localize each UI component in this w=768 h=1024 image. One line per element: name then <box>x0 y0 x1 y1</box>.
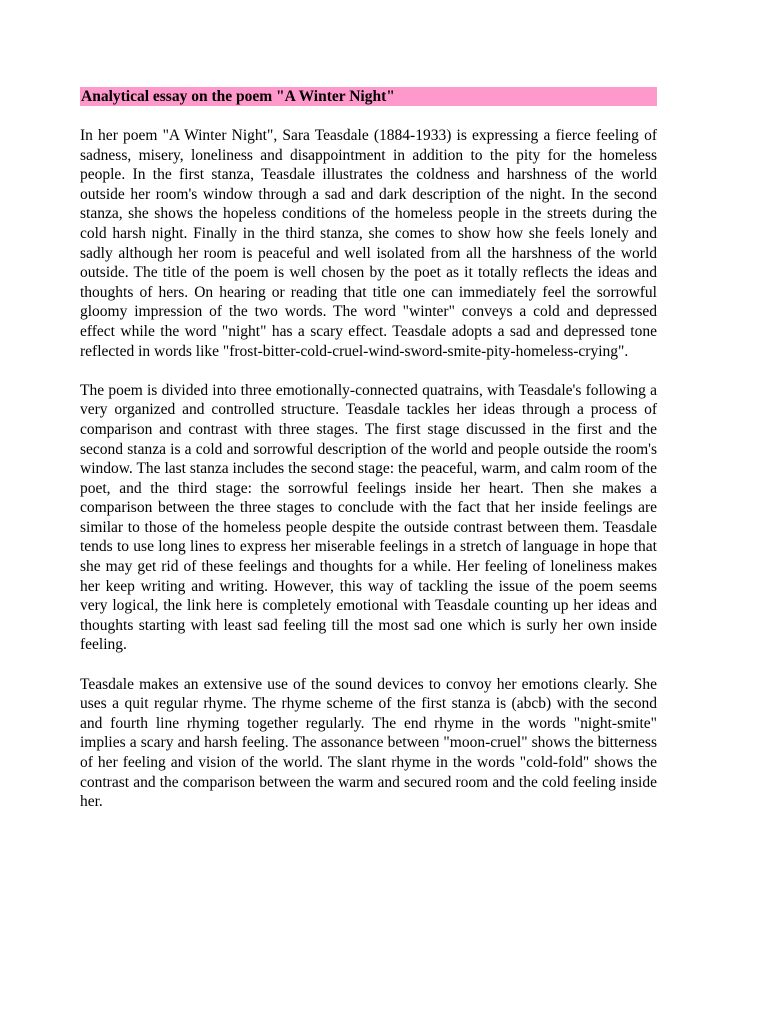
document-page <box>80 87 657 812</box>
essay-title: Analytical essay on the poem "A Winter Night" <box>80 87 657 106</box>
paragraph-2: The poem is divided into three emotionally-connected quatrains, with Teasdale's following a very organized and controlled structure. Teasdale tackles her ideas through a process of comparison and contrast with three stages. The first stage discussed in the first and the second stanza is a cold and sorrowful description of the world and people outside the room's window. The last stanza includes the second stage: the peaceful, warm, and calm room of the poet, and the third stage: the sorrowful feelings inside her heart. Then she makes a comparison between the three stages to conclude with the fact that her inside feelings are similar to those of the homeless people despite the outside contrast between them. Teasdale tends to use long lines to express her miserable feelings in a stretch of language in hope that she may get rid of these feelings and thoughts for a while. Her feeling of loneliness makes her keep writing and writing. However, this way of tackling the issue of the poem seems very logical, the link here is completely emotional with Teasdale counting up her ideas and thoughts starting with least sad feeling till the most sad one which is surly her own inside feeling. <box>80 381 657 654</box>
paragraph-3: Teasdale makes an extensive use of the sound devices to convoy her emotions clearly. She uses a quit regular rhyme. The rhyme scheme of the first stanza is (abcb) with the second and fourth line rhyming together regularly. The end rhyme in the words "night-smite" implies a scary and harsh feeling. The assonance between "moon-cruel" shows the bitterness of her feeling and vision of the world. The slant rhyme in the words "cold-fold" shows the contrast and the comparison between the warm and secured room and the cold feeling inside her. <box>80 675 657 811</box>
paragraph-1: In her poem "A Winter Night", Sara Teasdale (1884-1933) is expressing a fierce feeling of sadness, misery, loneliness and disappointment in addition to the pity for the homeless people. In the first stanza, Teasdale illustrates the coldness and harshness of the world outside her room's window through a sad and dark description of the night. In the second stanza, she shows the hopeless conditions of the homeless people in the streets during the cold harsh night. Finally in the third stanza, she comes to show how she feels lonely and sadly although her room is peaceful and well isolated from all the harshness of the world outside. The title of the poem is well chosen by the poet as it totally reflects the ideas and thoughts of hers. On hearing or reading that title one can immediately feel the sorrowful gloomy impression of the two words. The word "winter" conveys a cold and depressed effect while the word "night" has a scary effect. Teasdale adopts a sad and depressed tone reflected in words like "frost-bitter-cold-cruel-wind-sword-smite-pity-homeless-crying". <box>80 127 657 360</box>
